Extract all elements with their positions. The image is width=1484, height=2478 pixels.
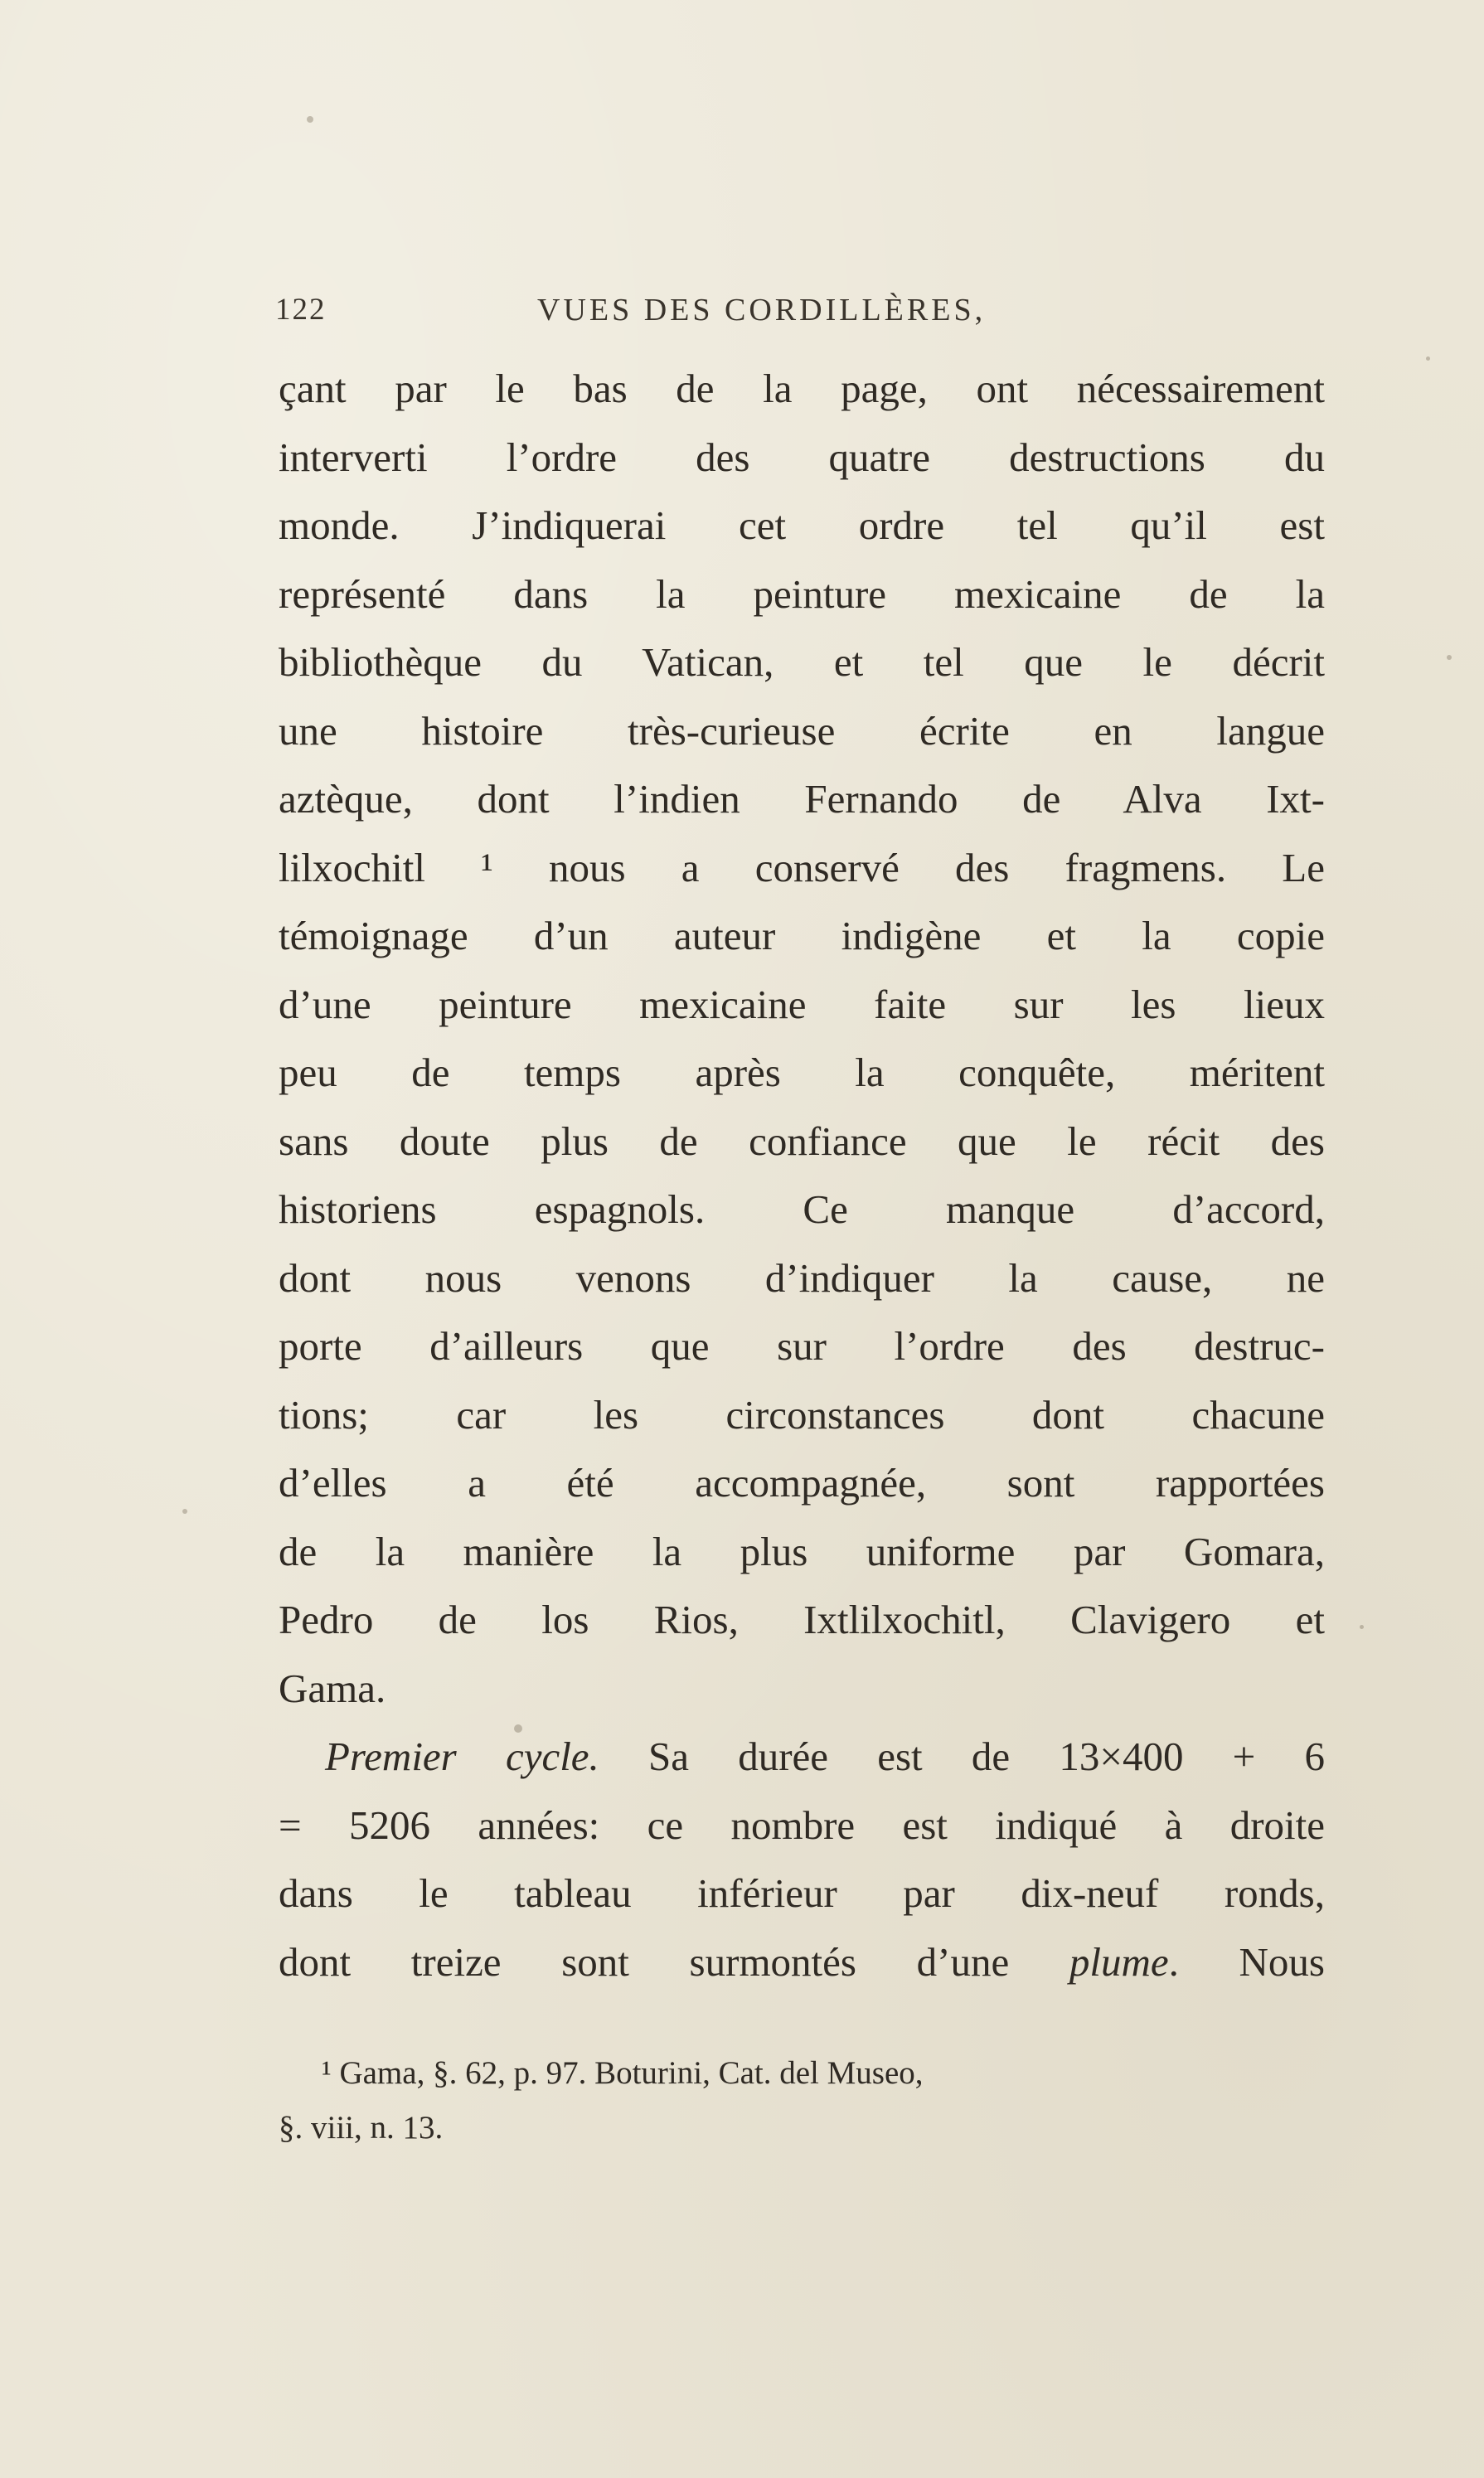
paper-speck [1360,1625,1364,1629]
cycle-line-2: = 5206 années: ce nombre est indiqué à droite [279,1802,1325,1848]
footnote-catalog-title: Cat. del Museo, [718,2055,924,2091]
paper-speck [1447,655,1452,660]
text-line: d’elles a été accompagnée, sont rapportées [279,1460,1325,1506]
cycle-line-4-start: dont treize sont surmontés d’une [279,1938,1069,1985]
text-line: peu de temps après la conquête, méritent [279,1050,1325,1095]
text-line: Pedro de los Rios, Ixtlilxochitl, Clavigero et [279,1597,1325,1642]
footnote-line-2: §. viii, n. 13. [279,2110,444,2146]
text-line: çant par le bas de la page, ont nécessairement [279,366,1325,411]
cycle-line-1-text: Sa durée est de 13×400 + 6 [599,1734,1325,1779]
main-text [279,355,1325,1996]
text-line: interverti l’ordre des quatre destructions du [279,434,1325,480]
text-line: aztèque, dont l’indien Fernando de Alva Ixt- [279,776,1325,822]
paper-speck [182,1509,187,1514]
page-header [275,292,1071,333]
text-line: tions; car les circonstances dont chacune [279,1391,1325,1438]
cycle-line-4-end: . Nous [1168,1938,1325,1985]
text-line: Gama. [279,1665,386,1711]
text-line: témoignage d’un auteur indigène et la copie [279,913,1325,958]
text-line: bibliothèque du Vatican, et tel que le décrit [279,639,1325,685]
plume-word: plume [1069,1938,1169,1985]
text-line: porte d’ailleurs que sur l’ordre des destruc- [279,1323,1325,1369]
text-line: d’une peinture mexicaine faite sur les lieux [279,981,1325,1027]
running-title: VUES DES CORDILLÈRES, [537,293,987,327]
text-line: dont nous venons d’indiquer la cause, ne [279,1254,1325,1301]
footnote [279,2046,1325,2156]
footnote-line-1 [279,2046,1325,2101]
text-line: sans doute plus de confiance que le récit des [279,1118,1325,1164]
text-line: historiens espagnols. Ce manque d’accord, [279,1186,1325,1232]
premier-cycle-heading: Premier cycle. [325,1734,599,1779]
cycle-line-4 [279,1928,1325,1997]
text-line: de la manière la plus uniforme par Gomara, [279,1528,1325,1574]
paper-speck [514,1724,522,1733]
cycle-line-3: dans le tableau inférieur par dix-neuf ronds, [279,1870,1325,1916]
text-line: monde. J’indiquerai cet ordre tel qu’il est [279,502,1325,548]
text-line: une histoire très-curieuse écrite en langue [279,707,1325,754]
page-number: 122 [275,293,327,327]
paper-speck [307,116,313,123]
text-line: représenté dans la peinture mexicaine de la [279,570,1325,617]
footnote-citation: ¹ Gama, §. 62, p. 97. Boturini, [322,2055,719,2091]
text-line: lilxochitl ¹ nous a conservé des fragmens. Le [279,844,1325,890]
paper-speck [1426,356,1430,361]
cycle-line-1 [279,1723,1325,1792]
